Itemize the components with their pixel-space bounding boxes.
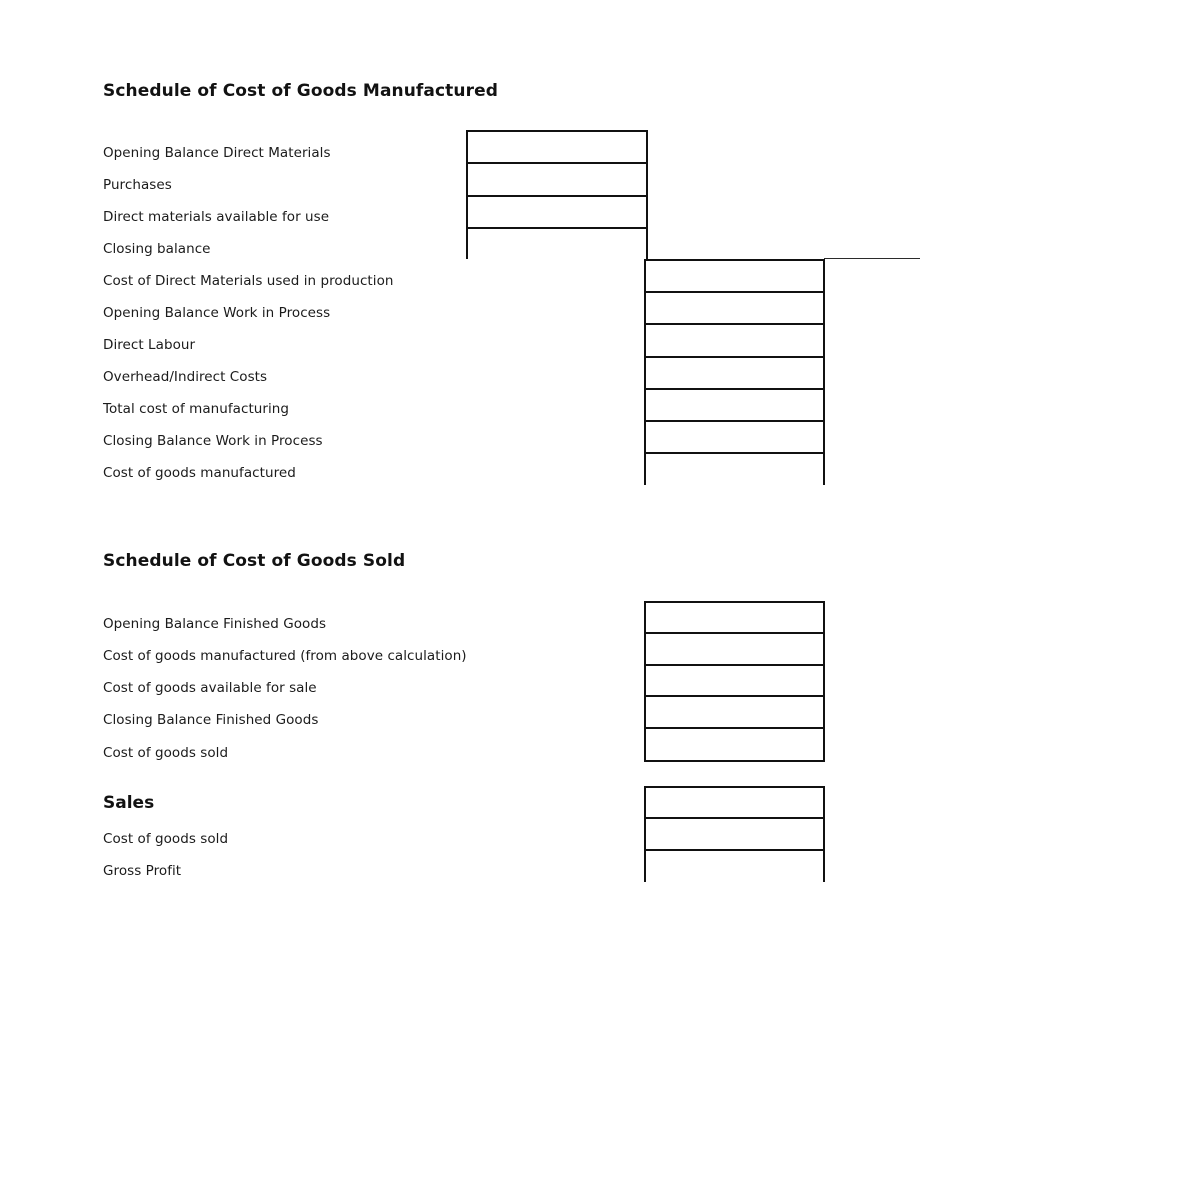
total-underline-rule <box>824 258 920 259</box>
label-cost-of-goods-available-for-sale: Cost of goods available for sale <box>103 680 317 696</box>
amount-cell-overhead-indirect-costs[interactable] <box>646 358 823 390</box>
amount-cell-closing-balance-work-in-process[interactable] <box>646 422 823 454</box>
label-gross-profit: Gross Profit <box>103 863 182 879</box>
label-purchases: Purchases <box>103 177 172 193</box>
label-direct-materials-available-for-use: Direct materials available for use <box>103 209 330 225</box>
amount-cell-purchases[interactable] <box>468 164 646 196</box>
amount-cell-opening-balance-work-in-process[interactable] <box>646 293 823 325</box>
label-opening-balance-direct-materials: Opening Balance Direct Materials <box>103 145 331 161</box>
amount-cell-direct-labour[interactable] <box>646 325 823 357</box>
label-cost-of-goods-sold-gross-profit: Cost of goods sold <box>103 831 229 847</box>
amount-cell-cost-of-direct-materials-used-in-production[interactable] <box>646 261 823 293</box>
amount-cell-cost-of-goods-available-for-sale[interactable] <box>646 666 823 697</box>
amount-box-direct-materials <box>466 130 648 259</box>
amount-cell-cost-of-goods-sold[interactable] <box>646 729 823 760</box>
label-closing-balance-finished-goods: Closing Balance Finished Goods <box>103 712 319 728</box>
label-opening-balance-finished-goods: Opening Balance Finished Goods <box>103 616 327 632</box>
amount-box-manufacturing <box>644 259 825 485</box>
amount-box-cost-of-goods-sold <box>644 601 825 762</box>
heading-sales: Sales <box>103 793 155 813</box>
amount-cell-closing-balance-finished-goods[interactable] <box>646 697 823 728</box>
amount-cell-gross-profit[interactable] <box>646 851 823 882</box>
label-cost-of-direct-materials-used-in-production: Cost of Direct Materials used in production <box>103 273 394 289</box>
amount-cell-direct-materials-available-for-use[interactable] <box>468 197 646 229</box>
label-total-cost-of-manufacturing: Total cost of manufacturing <box>103 401 290 417</box>
label-cost-of-goods-manufactured-from-above: Cost of goods manufactured (from above calculation) <box>103 648 467 664</box>
label-closing-balance-work-in-process: Closing Balance Work in Process <box>103 433 323 449</box>
label-opening-balance-work-in-process: Opening Balance Work in Process <box>103 305 331 321</box>
amount-cell-opening-balance-finished-goods[interactable] <box>646 603 823 634</box>
amount-cell-closing-balance[interactable] <box>468 229 646 261</box>
label-overhead-indirect-costs: Overhead/Indirect Costs <box>103 369 268 385</box>
label-closing-balance: Closing balance <box>103 241 211 257</box>
amount-cell-cost-of-goods-sold-gross-profit[interactable] <box>646 819 823 850</box>
amount-cell-cost-of-goods-manufactured[interactable] <box>646 454 823 486</box>
amount-box-gross-profit <box>644 786 825 882</box>
amount-cell-sales[interactable] <box>646 788 823 819</box>
label-cost-of-goods-manufactured: Cost of goods manufactured <box>103 465 296 481</box>
amount-cell-total-cost-of-manufacturing[interactable] <box>646 390 823 422</box>
amount-cell-cost-of-goods-manufactured-from-above[interactable] <box>646 634 823 665</box>
label-direct-labour: Direct Labour <box>103 337 196 353</box>
heading-cost-of-goods-manufactured: Schedule of Cost of Goods Manufactured <box>103 81 498 101</box>
amount-cell-opening-balance-direct-materials[interactable] <box>468 132 646 164</box>
label-cost-of-goods-sold: Cost of goods sold <box>103 745 229 761</box>
heading-cost-of-goods-sold: Schedule of Cost of Goods Sold <box>103 551 406 571</box>
